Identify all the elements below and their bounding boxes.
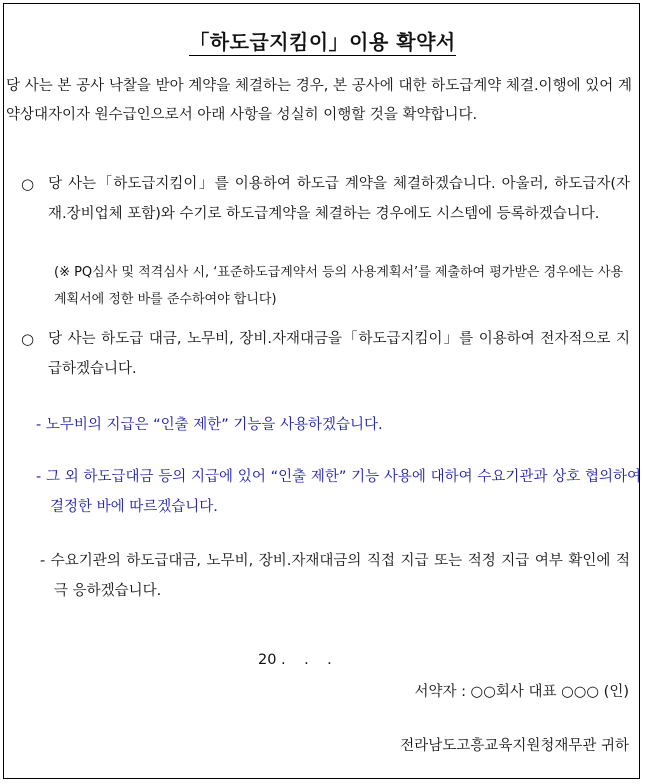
- sub-item-labor-cost: - 노무비의 지급은 “인출 제한” 기능을 사용하겠습니다.: [36, 417, 383, 433]
- sub-item-withdrawal-limit: - 그 외 하도급대금 등의 지급에 있어 “인출 제한” 기능 사용에 대하여 수요기관과 상호 협의하여 결정한 바에 따르겠습니다.: [36, 469, 641, 515]
- signer-line: 서약자 : ○○회사 대표 ○○○ (인): [414, 684, 629, 700]
- addressee-line: 전라남도고흥교육지원청재무관 귀하: [400, 738, 629, 754]
- intro-paragraph: 당 사는 본 공사 낙찰을 받아 계약을 체결하는 경우, 본 공사에 대한 하도급계약 체결.이행에 있어 계약상대자이자 원수급인으로서 아래 사항을 성실히 이행할 것을 확약합니다.: [6, 78, 632, 123]
- date-line: 20 . . .: [258, 652, 332, 668]
- title-text: 「하도급지킴이」이용 확약서: [189, 30, 456, 54]
- bullet-circle: ○: [21, 175, 35, 193]
- item1-note: (※ PQ심사 및 적격심사 시, ‘표준하도급계약서 등의 사용계획서’를 제출하여 평가받은 경우에는 사용계획서에 정한 바를 준수하여야 합니다): [54, 265, 624, 307]
- bullet-circle: ○: [21, 330, 35, 348]
- item2-text: 당 사는 하도급 대금, 노무비, 장비.자재대금을「하도급지킴이」를 이용하여 전자적으로 지급하겠습니다.: [48, 331, 630, 377]
- item1-text: 당 사는「하도급지킴이」를 이용하여 하도급 계약을 체결하겠습니다. 아울러, 하도급자(자재.장비업체 포함)와 수기로 하도급계약을 체결하는 경우에도 시스템에 등록하겠습니다.: [48, 176, 630, 222]
- document-title: [0, 26, 645, 55]
- sub-item-direct-payment: - 수요기관의 하도급대금, 노무비, 장비.자재대금의 직접 지급 또는 적정 지급 여부 확인에 적극 응하겠습니다.: [40, 553, 630, 599]
